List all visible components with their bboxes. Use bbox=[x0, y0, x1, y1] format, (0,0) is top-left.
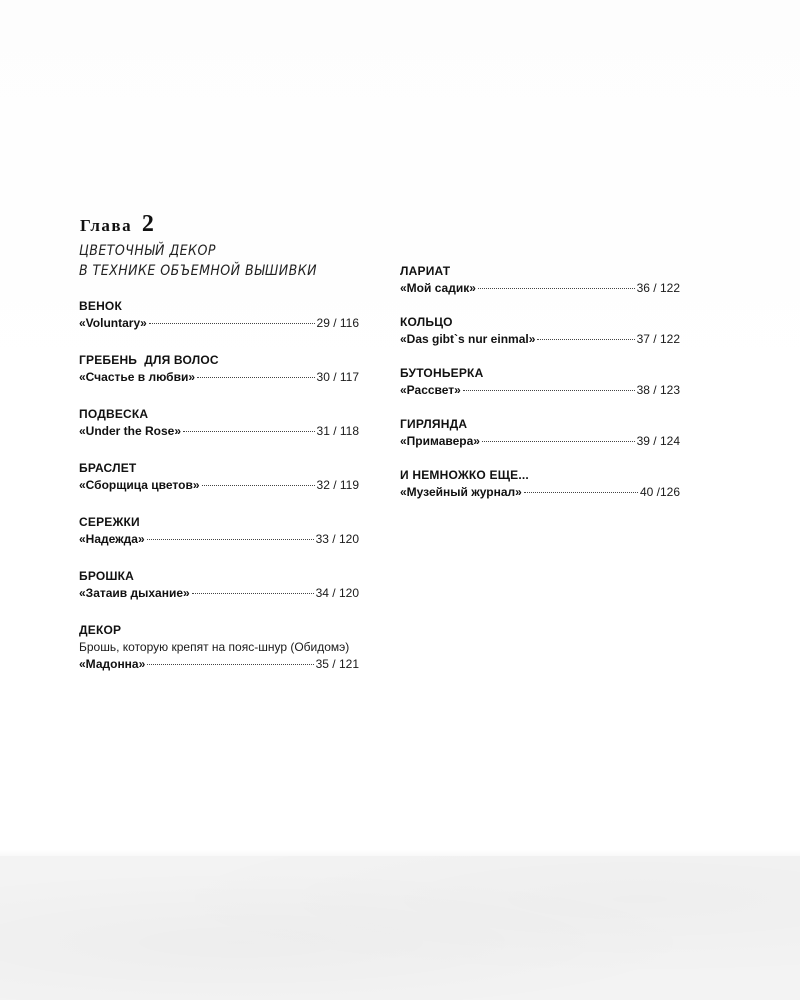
toc-entry-heading: ПОДВЕСКА bbox=[79, 407, 149, 421]
dot-leader bbox=[463, 390, 635, 391]
toc-entry bbox=[400, 416, 680, 450]
toc-entry-line[interactable] bbox=[400, 433, 680, 450]
toc-entry-line[interactable] bbox=[79, 477, 359, 494]
dot-leader bbox=[147, 539, 314, 540]
dot-leader bbox=[192, 593, 314, 594]
toc-entry bbox=[79, 352, 359, 386]
chapter-label: Глава bbox=[80, 216, 133, 235]
dot-leader bbox=[478, 288, 635, 289]
toc-entry-pages: 35 / 121 bbox=[315, 657, 359, 671]
surface-shadow bbox=[0, 856, 800, 1000]
toc-entry-title: «Счастье в любви» bbox=[79, 370, 196, 384]
toc-entry-pages: 30 / 117 bbox=[316, 370, 359, 384]
toc-entry-heading: КОЛЬЦО bbox=[400, 315, 453, 329]
toc-left-column bbox=[79, 298, 359, 693]
toc-entry-pages: 38 / 123 bbox=[636, 383, 680, 397]
dot-leader bbox=[524, 492, 638, 493]
toc-entry-pages: 31 / 118 bbox=[316, 424, 359, 438]
toc-entry-heading: БУТОНЬЕРКА bbox=[400, 366, 484, 380]
toc-entry-description: Брошь, которую крепят на пояс-шнур (Обидомэ) bbox=[79, 640, 350, 654]
toc-entry-pages: 29 / 116 bbox=[316, 316, 359, 330]
toc-entry-line[interactable] bbox=[400, 484, 680, 501]
toc-entry-title: «Надежда» bbox=[79, 532, 145, 546]
toc-entry-title: «Das gibt`s nur einmal» bbox=[400, 332, 536, 346]
dot-leader bbox=[197, 377, 314, 378]
toc-entry bbox=[79, 298, 359, 332]
chapter-subtitle-line-1: ЦВЕТОЧНЫЙ ДЕКОР bbox=[79, 243, 216, 259]
toc-entry-title: «Сборщица цветов» bbox=[79, 478, 200, 492]
toc-entry-line[interactable] bbox=[79, 585, 359, 602]
toc-entry-heading: ГИРЛЯНДА bbox=[400, 417, 468, 431]
toc-entry-pages: 37 / 122 bbox=[636, 332, 680, 346]
toc-entry-heading: СЕРЕЖКИ bbox=[79, 515, 140, 529]
toc-entry-pages: 34 / 120 bbox=[315, 586, 359, 600]
dot-leader bbox=[482, 441, 635, 442]
toc-entry-pages: 36 / 122 bbox=[636, 281, 680, 295]
toc-entry-heading: ГРЕБЕНЬ ДЛЯ ВОЛОС bbox=[79, 353, 219, 367]
chapter-heading bbox=[80, 211, 154, 238]
toc-entry-title: «Мадонна» bbox=[79, 657, 146, 671]
toc-entry bbox=[400, 263, 680, 297]
toc-entry bbox=[79, 622, 359, 673]
toc-entry-title: «Музейный журнал» bbox=[400, 485, 522, 499]
toc-entry-line[interactable] bbox=[79, 315, 359, 332]
toc-entry bbox=[400, 314, 680, 348]
toc-entry-title: «Примавера» bbox=[400, 434, 480, 448]
toc-entry-line[interactable] bbox=[79, 531, 359, 548]
toc-entry-heading: И НЕМНОЖКО ЕЩЕ... bbox=[400, 468, 529, 482]
toc-entry-title: «Voluntary» bbox=[79, 316, 147, 330]
toc-entry-line[interactable] bbox=[400, 382, 680, 399]
dot-leader bbox=[147, 664, 313, 665]
chapter-number: 2 bbox=[141, 211, 154, 237]
toc-entry-pages: 39 / 124 bbox=[636, 434, 680, 448]
toc-entry-line[interactable] bbox=[400, 280, 680, 297]
toc-right-column bbox=[400, 263, 680, 518]
toc-entry-title: «Рассвет» bbox=[400, 383, 461, 397]
dot-leader bbox=[183, 431, 314, 432]
dot-leader bbox=[149, 323, 315, 324]
toc-entry-pages: 33 / 120 bbox=[315, 532, 359, 546]
toc-entry-heading: БРАСЛЕТ bbox=[79, 461, 137, 475]
toc-entry bbox=[79, 568, 359, 602]
toc-entry bbox=[400, 365, 680, 399]
dot-leader bbox=[537, 339, 634, 340]
toc-entry bbox=[79, 406, 359, 440]
toc-entry-heading: ЛАРИАТ bbox=[400, 264, 451, 278]
toc-entry bbox=[400, 467, 680, 501]
toc-entry-heading: ВЕНОК bbox=[79, 299, 122, 313]
toc-entry-title: «Under the Rose» bbox=[79, 424, 182, 438]
toc-entry-line[interactable] bbox=[79, 656, 359, 673]
toc-entry-line[interactable] bbox=[79, 423, 359, 440]
toc-entry-heading: ДЕКОР bbox=[79, 623, 122, 637]
toc-entry-line[interactable] bbox=[79, 369, 359, 386]
chapter-subtitle-line-2: В ТЕХНИКЕ ОБЪЕМНОЙ ВЫШИВКИ bbox=[79, 263, 318, 279]
toc-entry-heading: БРОШКА bbox=[79, 569, 135, 583]
toc-entry-title: «Мой садик» bbox=[400, 281, 476, 295]
dot-leader bbox=[202, 485, 315, 486]
chapter-subtitle bbox=[79, 241, 317, 281]
toc-entry-line[interactable] bbox=[400, 331, 680, 348]
toc-entry-pages: 40 /126 bbox=[639, 485, 680, 499]
toc-entry bbox=[79, 460, 359, 494]
toc-entry-title: «Затаив дыхание» bbox=[79, 586, 190, 600]
toc-entry bbox=[79, 514, 359, 548]
toc-entry-pages: 32 / 119 bbox=[316, 478, 359, 492]
